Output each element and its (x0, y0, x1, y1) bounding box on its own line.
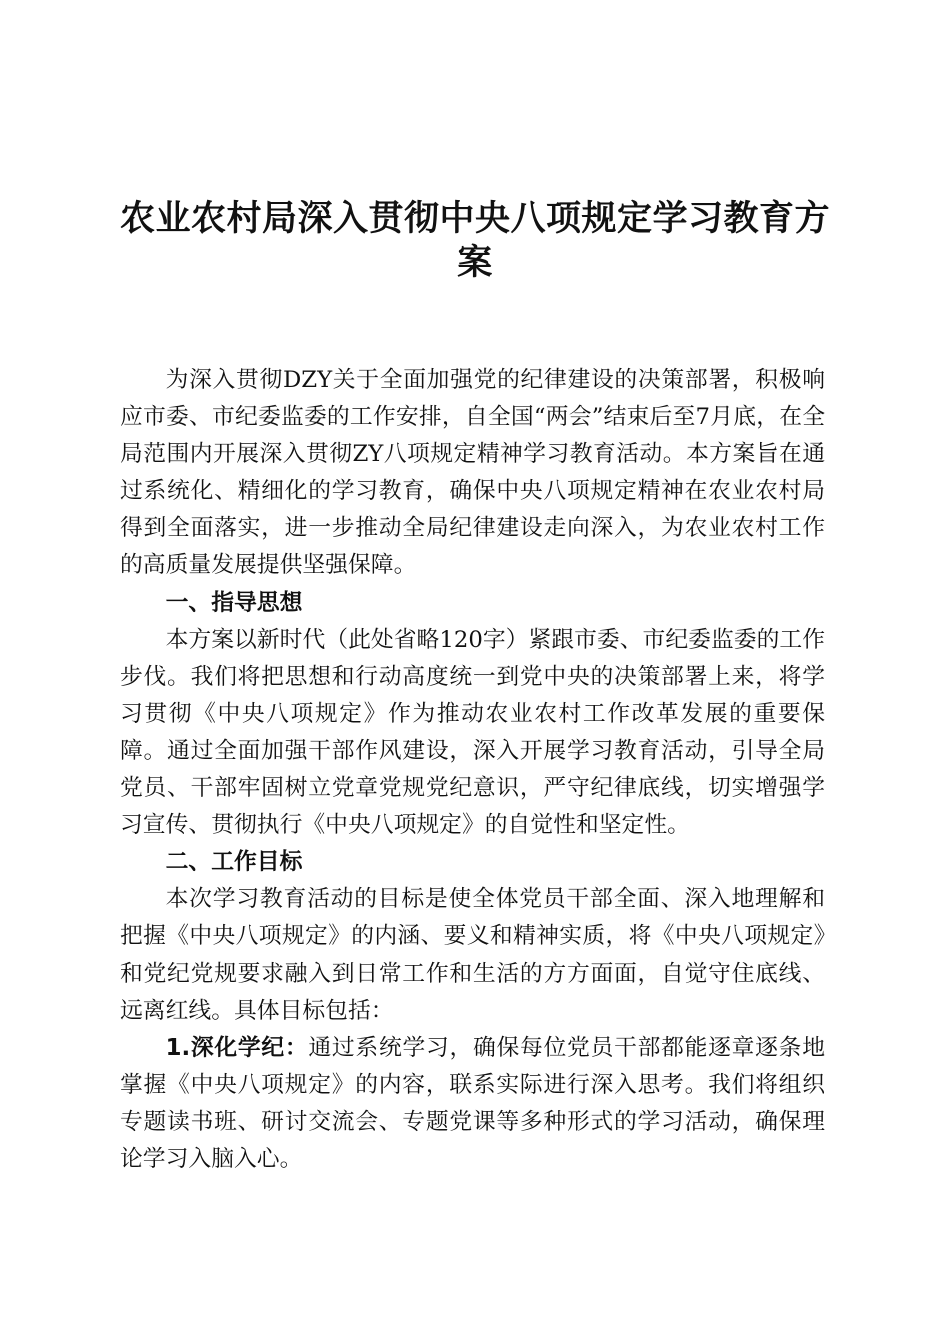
section-heading-guiding-ideology: 一、指导思想 (165, 589, 303, 616)
goal-item-1-label: 1.深化学纪： (165, 1034, 309, 1061)
section-paragraph-work-goals: 本次学习教育活动的目标是使全体党员干部全面、深入地理解和把握《中央八项规定》的内涵、要义和精神实质，将《中央八项规定》和党纪党规要求融入到日常工作和生活的方方面面，自觉守住底线、远离红线。具体目标包括： (120, 886, 825, 1024)
goal-item-1-text: 通过系统学习，确保每位党员干部都能逐章逐条地掌握《中央八项规定》的内容，联系实际进行深入思考。我们将组织专题读书班、研讨交流会、专题党课等多种形式的学习活动，确保理论学习入脑入心。 (120, 1034, 825, 1172)
document-title-line-2: 案 (457, 243, 493, 283)
document-body (120, 362, 825, 1178)
section-paragraph-guiding-ideology: 本方案以新时代（此处省略120字）紧跟市委、市纪委监委的工作步伐。我们将把思想和行动高度统一到党中央的决策部署上来，将学习贯彻《中央八项规定》作为推动农业农村工作改革发展的重要保障。通过全面加强干部作风建设，深入开展学习教育活动，引导全局党员、干部牢固树立党章党规党纪意识，严守纪律底线，切实增强学习宣传、贯彻执行《中央八项规定》的自觉性和坚定性。 (120, 626, 825, 839)
section-heading-work-goals: 二、工作目标 (165, 849, 303, 876)
goal-item-1 (120, 1030, 825, 1178)
document-title-line-1: 农业农村局深入贯彻中央八项规定学习教育方 (119, 199, 830, 239)
intro-paragraph: 为深入贯彻DZY关于全面加强党的纪律建设的决策部署，积极响应市委、市纪委监委的工作安排，自全国“两会”结束后至7月底，在全局范围内开展深入贯彻ZY八项规定精神学习教育活动。本方案旨在通过系统化、精细化的学习教育，确保中央八项规定精神在农业农村局得到全面落实，进一步推动全局纪律建设走向深入，为农业农村工作的高质量发展提供坚强保障。 (120, 367, 825, 579)
